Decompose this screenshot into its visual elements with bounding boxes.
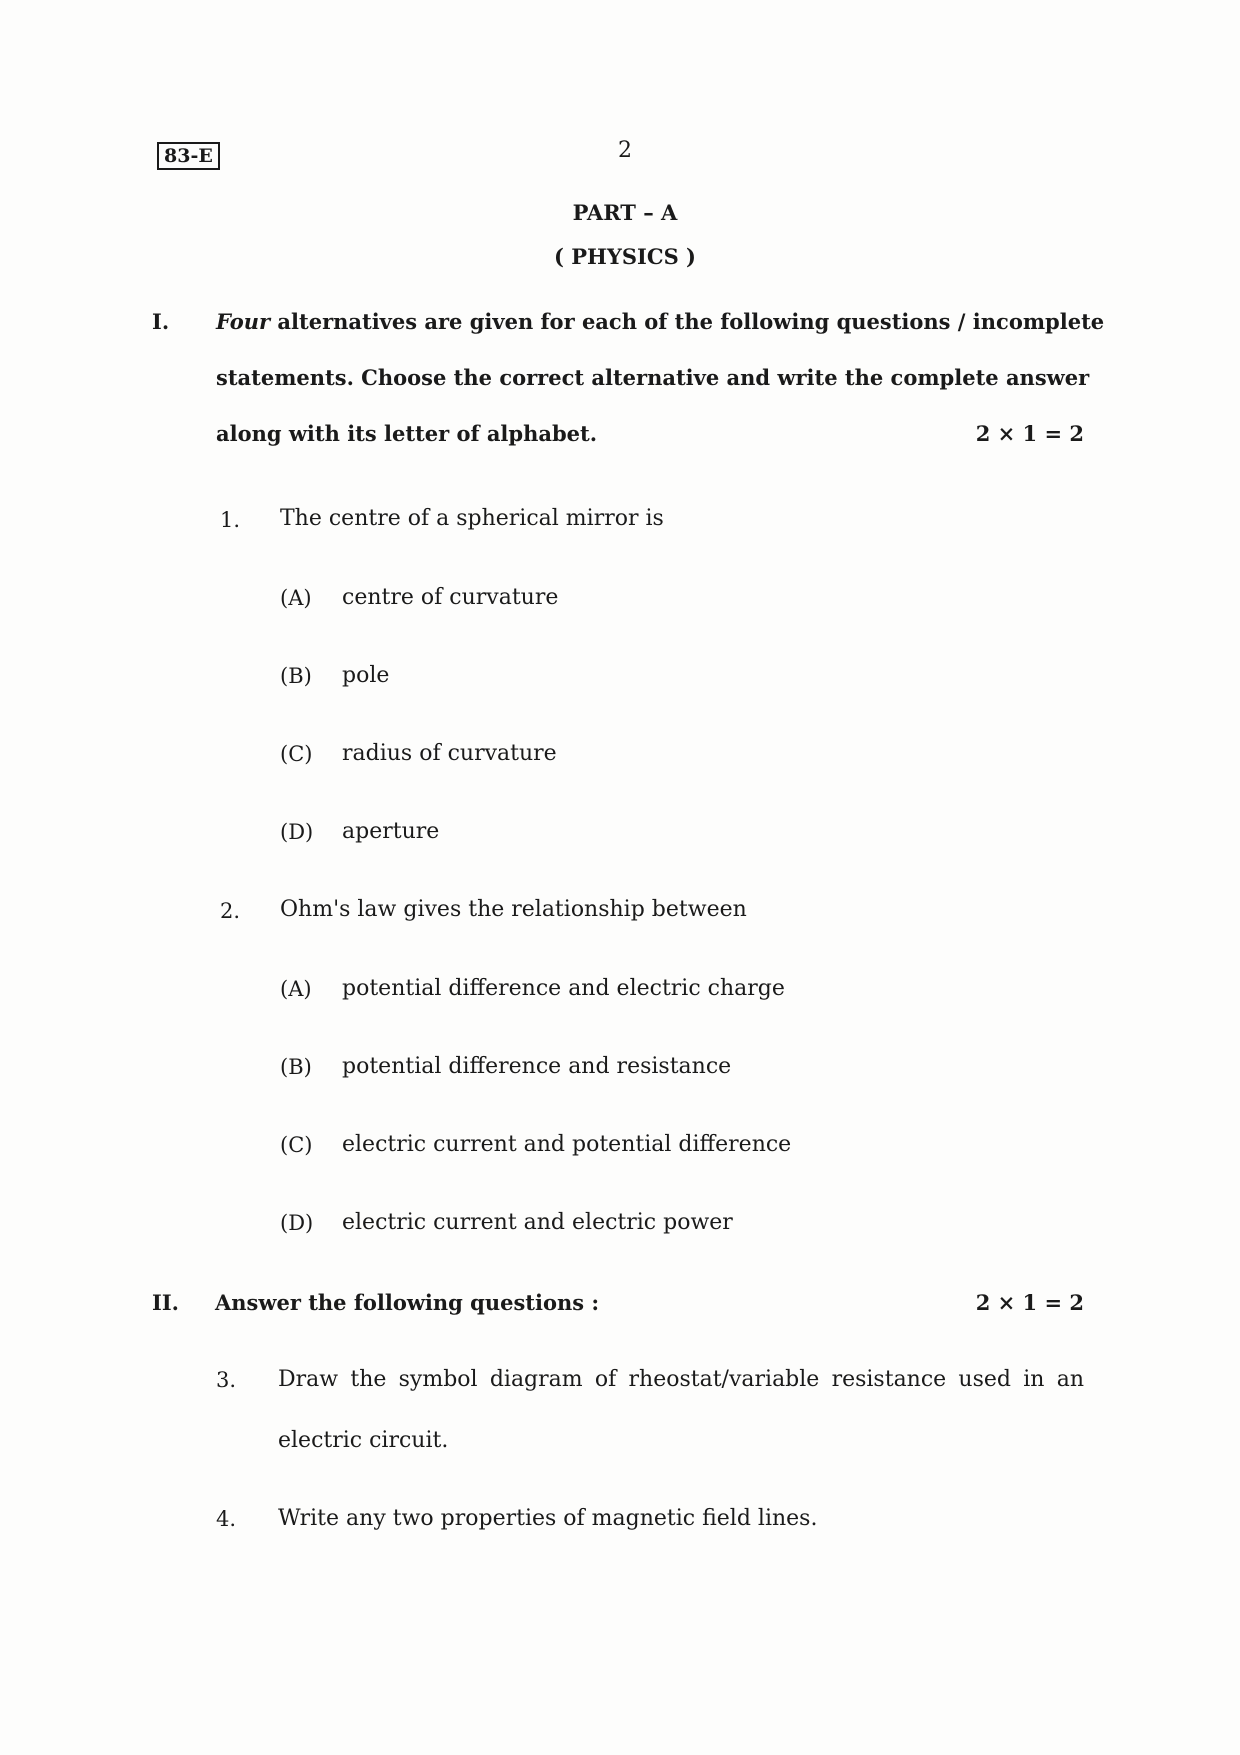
question-1-number: 1. — [220, 508, 241, 532]
part-title: PART – A — [572, 200, 678, 225]
question-4-number: 4. — [216, 1507, 237, 1531]
q1-option-b-label: (B) — [280, 664, 312, 688]
question-3-number: 3. — [216, 1368, 237, 1392]
question-3-text-line-1: Draw the symbol diagram of rheostat/variable resistance used in an — [278, 1367, 1084, 1392]
q2-option-c-text: electric current and potential difference — [342, 1132, 792, 1157]
question-2-number: 2. — [220, 899, 241, 923]
q1-option-a-text: centre of curvature — [342, 585, 559, 610]
section-1-instruction-line-2: statements. Choose the correct alternative and write the complete answer — [216, 365, 1090, 390]
section-1-marks: 2 × 1 = 2 — [975, 421, 1084, 446]
section-1-instruction-line-3: along with its letter of alphabet. — [216, 421, 598, 446]
q1-option-b-text: pole — [342, 663, 390, 688]
page-number: 2 — [618, 138, 632, 163]
q2-option-d-label: (D) — [280, 1211, 314, 1235]
section-2-instruction: Answer the following questions : — [215, 1290, 600, 1315]
instruction-emphasis: Four — [216, 309, 271, 334]
instruction-line-1-rest: alternatives are given for each of the following questions / incomplete — [270, 309, 1105, 334]
q2-option-c-label: (C) — [280, 1133, 313, 1157]
q2-option-a-text: potential difference and electric charge — [342, 976, 785, 1001]
q1-option-a-label: (A) — [280, 586, 312, 610]
q1-option-d-text: aperture — [342, 819, 440, 844]
q2-option-b-label: (B) — [280, 1055, 312, 1079]
section-1-instruction-line-1 — [216, 309, 1105, 334]
question-2-text: Ohm's law gives the relationship between — [280, 897, 747, 922]
question-4-text: Write any two properties of magnetic field lines. — [278, 1506, 818, 1531]
section-2-marks: 2 × 1 = 2 — [975, 1290, 1084, 1315]
q2-option-b-text: potential difference and resistance — [342, 1054, 732, 1079]
section-1-number: I. — [152, 309, 170, 334]
question-1-text: The centre of a spherical mirror is — [280, 506, 664, 531]
q2-option-a-label: (A) — [280, 977, 312, 1001]
paper-code-box: 83-E — [157, 142, 220, 170]
q1-option-c-label: (C) — [280, 742, 313, 766]
q2-option-d-text: electric current and electric power — [342, 1210, 733, 1235]
q1-option-d-label: (D) — [280, 820, 314, 844]
question-3-text-line-2: electric circuit. — [278, 1428, 449, 1453]
section-2-number: II. — [152, 1290, 179, 1315]
subject-title: ( PHYSICS ) — [554, 244, 696, 269]
q1-option-c-text: radius of curvature — [342, 741, 557, 766]
